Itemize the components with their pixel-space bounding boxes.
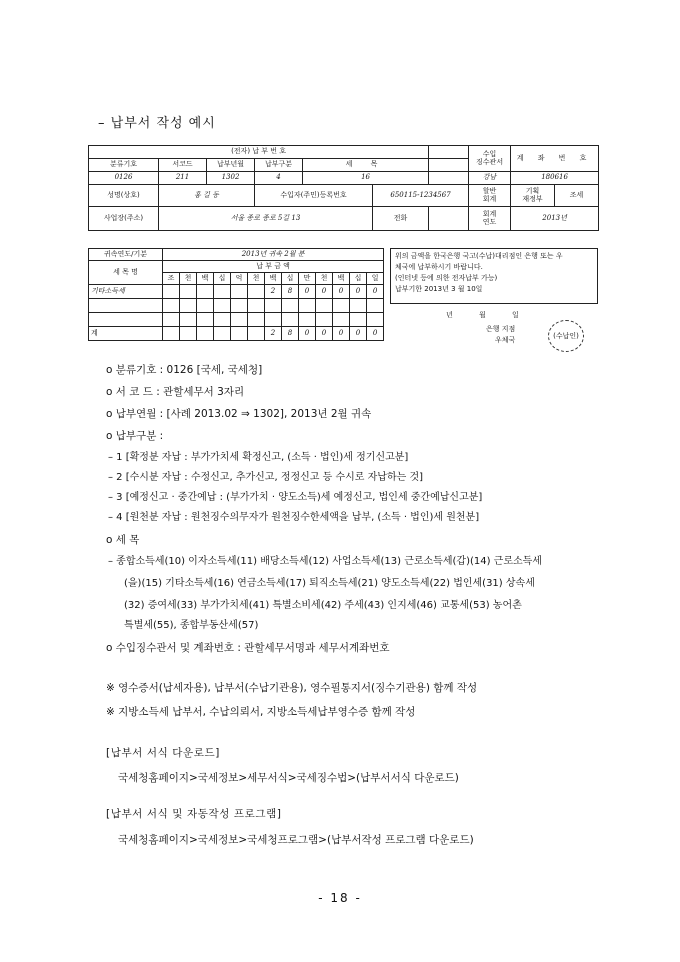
digit-header: 조	[163, 273, 180, 285]
digit-cell	[282, 299, 299, 313]
name-value: 홍 길 동	[159, 185, 255, 207]
col-header: 세 목	[303, 159, 429, 172]
item-line: – 4 [원천분 자납 : 원천징수의무자가 원천징수한세액을 납부, (소득 · 법인)세 원천분]	[108, 512, 480, 523]
digit-header: 백	[265, 273, 282, 285]
digit-header: 백	[197, 273, 214, 285]
digit-cell	[180, 299, 197, 313]
note-line: ※ 지방소득세 납부서, 수납의뢰서, 지방소득세납부영수증 함께 작성	[106, 706, 416, 718]
digit-cell	[180, 313, 197, 327]
digit-cell	[214, 299, 231, 313]
digit-cell	[163, 313, 180, 327]
col-header: 납부년월	[207, 159, 255, 172]
digit-cell	[163, 285, 180, 299]
digit-cell: 0	[333, 327, 350, 341]
office-name-value: 강남	[469, 172, 511, 185]
digit-cell	[367, 299, 384, 313]
item-line: o 납부구분 :	[106, 430, 164, 442]
item-label: 세 목 명	[89, 261, 163, 285]
digit-cell: 0	[367, 327, 384, 341]
period-label: 귀속연도/기분	[89, 249, 163, 261]
date-label: 년 월 일	[446, 311, 531, 319]
digit-cell	[231, 313, 248, 327]
digit-cell: 2	[265, 285, 282, 299]
digit-cell	[163, 327, 180, 341]
digit-cell	[282, 313, 299, 327]
col-header: 서코드	[159, 159, 207, 172]
empty-cell	[429, 159, 469, 172]
notice-line: 체국에 납부하시기 바랍니다.	[395, 263, 483, 271]
digit-cell	[350, 299, 367, 313]
digit-cell	[248, 285, 265, 299]
fiscal-value: 2013년	[511, 207, 599, 231]
classification-value: 0126	[89, 172, 159, 185]
digit-header: 천	[316, 273, 333, 285]
bank-label: 은행 지점 우체국	[486, 325, 516, 344]
item-line: – 3 [예정신고 · 중간예납 : (부가가치 · 양도소득)세 예정신고, 법인세 중간예납신고분]	[108, 492, 483, 503]
addr-label: 사업장(주소)	[89, 207, 159, 231]
download-path[interactable]: 국세청홈페이지>국세정보>국세청프로그램>(납부서작성 프로그램 다운로드)	[118, 834, 474, 846]
tax-label: 조세	[555, 185, 599, 207]
col-header: 납부구분	[255, 159, 303, 172]
digit-cell	[163, 299, 180, 313]
empty-cell	[89, 313, 163, 327]
digit-cell: 0	[333, 285, 350, 299]
digit-cell	[180, 285, 197, 299]
digit-header: 천	[248, 273, 265, 285]
reg-value: 650115-1234567	[373, 185, 469, 207]
page-heading: – 납부서 작성 예시	[98, 116, 216, 131]
digit-cell	[214, 285, 231, 299]
download-path[interactable]: 국세청홈페이지>국세정보>세무서식>국세징수법>(납부서서식 다운로드)	[118, 772, 459, 784]
item-line: (을)(15) 기타소득세(16) 연금소득세(17) 퇴직소득세(21) 양도소득세(22) 법인세(31) 상속세	[124, 578, 535, 589]
amount-label: 납 부 금 액	[163, 261, 384, 273]
digit-cell	[265, 313, 282, 327]
item-line: o 세 목	[106, 534, 140, 546]
name-label: 성명(상호)	[89, 185, 159, 207]
item-line: – 종합소득세(10) 이자소득세(11) 배당소득세(12) 사업소득세(13) 근로소득세(갑)(14) 근로소득세	[108, 556, 542, 567]
total-label: 계	[89, 327, 163, 341]
note-line: ※ 영수증서(납세자용), 납부서(수납기관용), 영수필통지서(징수기관용) 함께 작성	[106, 682, 478, 694]
item-line: 특별세(55), 종합부동산세(57)	[124, 620, 259, 631]
general-label: 기획 재정부	[511, 185, 555, 207]
download-title: [납부서 서식 다운로드]	[106, 747, 220, 759]
digit-cell	[197, 285, 214, 299]
phone-label: 전화	[373, 207, 429, 231]
item-line: (32) 증여세(33) 부가가치세(41) 특별소비세(42) 주세(43) 인지세(46) 교통세(53) 농어촌	[124, 600, 522, 611]
yearmonth-value: 1302	[207, 172, 255, 185]
item-line: – 1 [확정분 자납 : 부가가치세 확정신고, (소득 · 법인)세 정기신고분]	[108, 452, 409, 463]
digit-cell	[265, 299, 282, 313]
digit-cell	[367, 313, 384, 327]
digit-cell	[231, 327, 248, 341]
item-line: o 납부연월 : [사례 2013.02 ⇒ 1302], 2013년 2월 귀속	[106, 408, 372, 420]
account-number-value: 180616	[511, 172, 599, 185]
digit-cell	[231, 299, 248, 313]
digit-cell: 8	[282, 285, 299, 299]
stamp-icon: (수납인)	[548, 320, 584, 352]
digit-cell: 8	[282, 327, 299, 341]
addr-value: 서울 종로 종로 5길 13	[159, 207, 373, 231]
digit-header: 천	[180, 273, 197, 285]
item-line: o 분류기호 : 0126 [국세, 국세청]	[106, 364, 263, 376]
period-value: 2013년 귀속 2월 분	[163, 249, 384, 261]
suip-label: 수입 징수관서	[469, 146, 511, 172]
account-header: 계 좌 번 호	[511, 146, 599, 172]
download-title: [납부서 서식 및 자동작성 프로그램]	[106, 808, 282, 820]
reg-label: 수입자(주민)등록번호	[255, 185, 373, 207]
empty-cell	[429, 172, 469, 185]
fiscal-label: 회계 연도	[469, 207, 511, 231]
notice-line: (인터넷 등에 의한 전자납부 가능)	[395, 274, 498, 282]
digit-cell	[214, 313, 231, 327]
digit-cell	[248, 327, 265, 341]
digit-cell	[197, 299, 214, 313]
digit-cell: 0	[316, 285, 333, 299]
office-value: 211	[159, 172, 207, 185]
digit-cell	[333, 299, 350, 313]
digit-cell	[299, 313, 316, 327]
item-value: 기타소득세	[89, 285, 163, 299]
empty-cell	[429, 146, 469, 159]
digit-header: 십	[214, 273, 231, 285]
digit-cell: 0	[299, 285, 316, 299]
digit-cell	[316, 313, 333, 327]
digit-cell	[316, 299, 333, 313]
item-line: o 수입징수관서 및 계좌번호 : 관할세무서명과 세무서계좌번호	[106, 642, 390, 654]
digit-cell	[333, 313, 350, 327]
notice-line: 위의 금액을 한국은행 국고(수납)대리점인 은행 또는 우	[395, 252, 563, 260]
digit-cell	[231, 285, 248, 299]
page-number: - 18 -	[318, 891, 362, 905]
digit-cell	[248, 313, 265, 327]
digit-cell: 0	[350, 327, 367, 341]
digit-header: 만	[299, 273, 316, 285]
digit-cell	[350, 313, 367, 327]
payment-amount-table	[88, 248, 384, 341]
payment-form-top	[88, 145, 599, 231]
digit-cell: 0	[350, 285, 367, 299]
digit-cell	[248, 299, 265, 313]
digit-header: 억	[231, 273, 248, 285]
digit-cell	[299, 299, 316, 313]
digit-header: 백	[333, 273, 350, 285]
digit-cell	[180, 327, 197, 341]
digit-cell	[197, 327, 214, 341]
digit-cell: 0	[299, 327, 316, 341]
digit-header: 십	[282, 273, 299, 285]
item-line: o 서 코 드 : 관할세무서 3자리	[106, 386, 245, 398]
digit-cell: 0	[367, 285, 384, 299]
empty-cell	[89, 299, 163, 313]
item-line: – 2 [수시분 자납 : 수정신고, 추가신고, 정정신고 등 수시로 자납하는 것]	[108, 472, 424, 483]
col-header: 분류기호	[89, 159, 159, 172]
digit-header: 일	[367, 273, 384, 285]
digit-cell: 2	[265, 327, 282, 341]
installment-label: 할반 회계	[469, 185, 511, 207]
digit-cell: 0	[316, 327, 333, 341]
tax-item-value: 16	[303, 172, 429, 185]
digit-cell	[197, 313, 214, 327]
form-title: (전자) 납 부 번 호	[89, 146, 429, 159]
notice-line: 납부기한 2013년 3 월 10일	[395, 285, 483, 293]
digit-header: 십	[350, 273, 367, 285]
type-value: 4	[255, 172, 303, 185]
phone-value	[429, 207, 469, 231]
notice-box	[390, 248, 598, 304]
digit-cell	[214, 327, 231, 341]
